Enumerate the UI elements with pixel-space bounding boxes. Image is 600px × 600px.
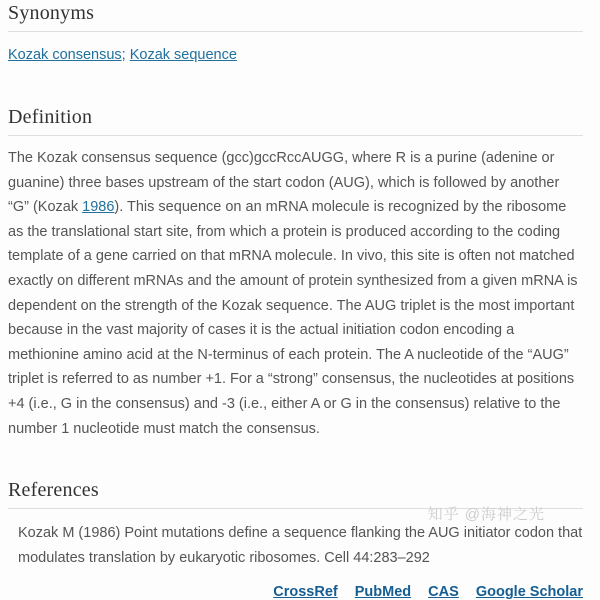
- references-section: [8, 479, 583, 600]
- cas-link[interactable]: CAS: [428, 584, 459, 600]
- references-heading: References: [8, 479, 99, 502]
- zhihu-watermark: 知乎 @海神之光: [427, 506, 545, 523]
- definition-section: [8, 106, 583, 441]
- synonym-link-kozak-consensus[interactable]: Kozak consensus: [8, 47, 122, 63]
- synonyms-list: [8, 45, 583, 65]
- definition-heading: Definition: [8, 106, 93, 128]
- synonyms-section: [8, 2, 583, 65]
- definition-text-after-citation: ). This sequence on an mRNA molecule is recognized by the ribosome as the translational start site, from which a protein is produced according to the coding template of a gene carried on that mRNA molecule. In vivo, this site is often not matched exactly on different mRNAs and the amount of protein synthesized from a given mRNA is dependent on the strength of the Kozak sequence. The AUG triplet is the most important because in the vast majority of cases it is the actual initiation codon encoding a methionine amino acid at the N-terminus of each protein. The A nucleotide of the “AUG” triplet is referred to as number +1. For a “strong” consensus, the nucleotides at positions +4 (i.e., G in the consensus) and -3 (i.e., either A or G in the consensus) relative to the number 1 nucleotide must match the consensus.: [8, 199, 578, 437]
- kozak-1986-citation-link[interactable]: 1986: [82, 199, 115, 216]
- pubmed-link[interactable]: PubMed: [354, 584, 412, 600]
- synonym-separator: ;: [121, 47, 130, 63]
- definition-text: [8, 146, 583, 441]
- definition-text-before-citation: The Kozak consensus sequence (gcc)gccRccAUGG, where R is a purine (adenine or guanine) three bases upstream of the start codon (AUG), which is followed by another “G” (Kozak: [8, 150, 560, 216]
- google-scholar-link[interactable]: Google Scholar: [475, 584, 583, 600]
- section-divider: [8, 31, 583, 32]
- section-divider: [8, 508, 583, 509]
- reference-citation: Kozak M (1986) Point mutations define a sequence flanking the AUG initiator codon that modulates translation by eukaryotic ribosomes. Cell 44:283–292: [18, 525, 583, 567]
- crossref-link[interactable]: CrossRef: [273, 584, 338, 600]
- section-divider: [8, 135, 583, 136]
- synonyms-heading: Synonyms: [8, 2, 95, 24]
- synonym-link-kozak-sequence[interactable]: Kozak sequence: [129, 47, 237, 63]
- reference-links-row: [8, 584, 583, 600]
